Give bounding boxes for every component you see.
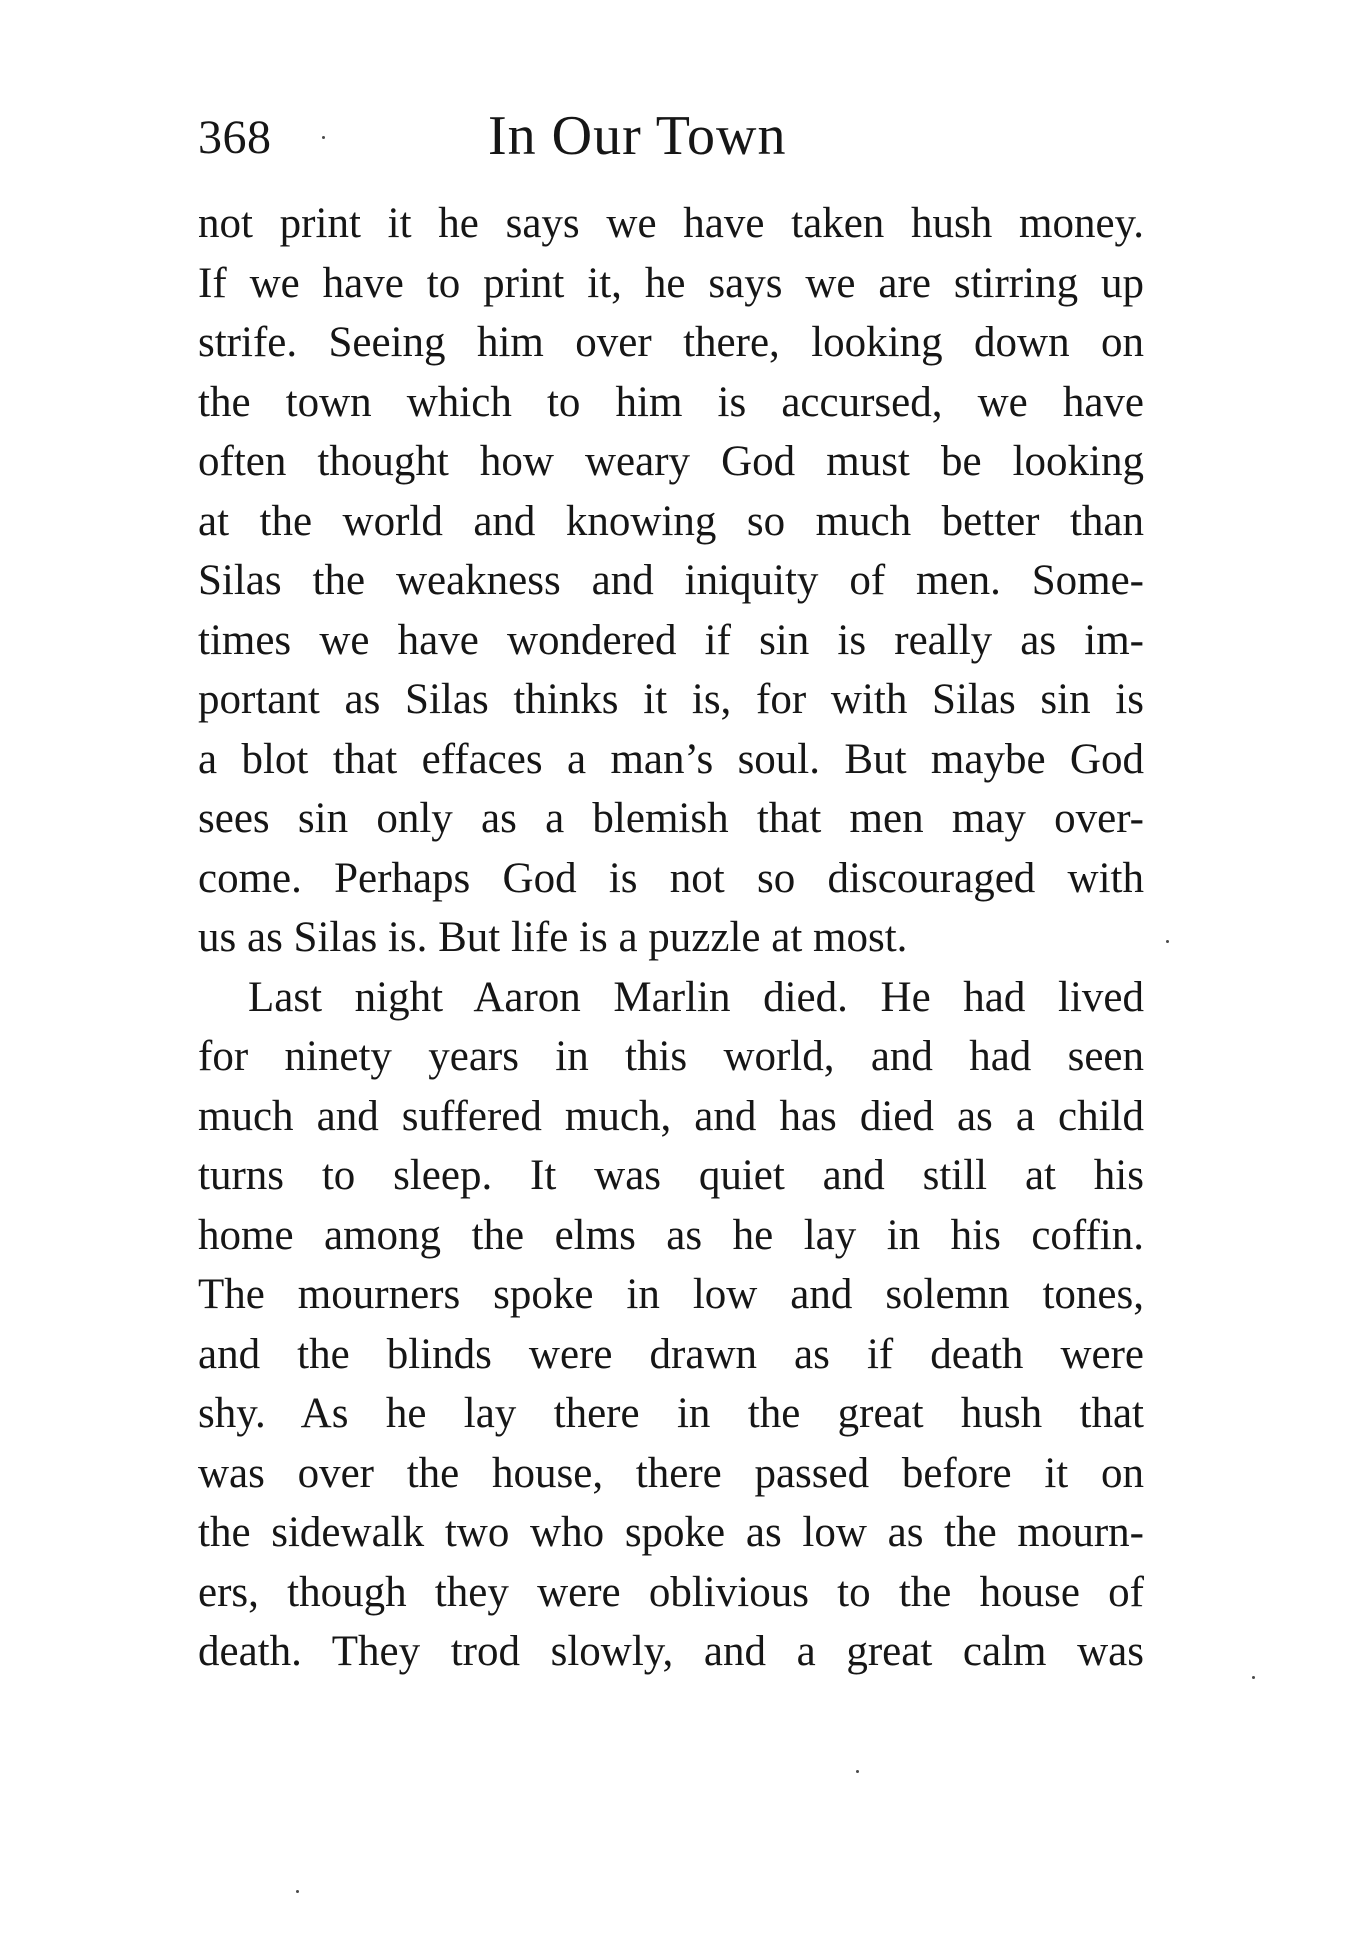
text-line: a blot that effaces a man’s soul. But maybe God — [198, 735, 1144, 783]
text-line: the town which to him is accursed, we have — [198, 378, 1144, 426]
text-line: turns to sleep. It was quiet and still at his — [198, 1152, 1144, 1199]
text-line: Silas the weakness and iniquity of men. Some- — [198, 557, 1144, 604]
text-line: us as Silas is. But life is a puzzle at most. — [198, 914, 908, 961]
running-head — [198, 104, 1144, 176]
text-line: shy. As he lay there in the great hush that — [198, 1390, 1144, 1437]
text-line: The mourners spoke in low and solemn tones, — [198, 1271, 1144, 1318]
scan-speck — [856, 1770, 859, 1773]
text-line: often thought how weary God must be looking — [198, 438, 1144, 485]
paragraph-1 — [198, 194, 1144, 968]
scan-speck — [1252, 1676, 1255, 1679]
text-line: at the world and knowing so much better than — [198, 497, 1144, 545]
text-line: and the blinds were drawn as if death were — [198, 1330, 1144, 1378]
text-line: the sidewalk two who spoke as low as the mourn- — [198, 1509, 1144, 1556]
text-line: death. They trod slowly, and a great calm was — [198, 1628, 1144, 1675]
text-line: ers, though they were oblivious to the house of — [198, 1568, 1144, 1616]
text-line: Last night Aaron Marlin died. He had lived — [248, 973, 1144, 1021]
paragraph-2 — [198, 968, 1144, 1682]
text-line: was over the house, there passed before it on — [198, 1449, 1144, 1497]
text-line: sees sin only as a blemish that men may over- — [198, 795, 1144, 842]
text-line: much and suffered much, and has died as a child — [198, 1092, 1144, 1140]
text-line: If we have to print it, he says we are stirring up — [198, 259, 1144, 307]
text-line: strife. Seeing him over there, looking down on — [198, 319, 1144, 366]
scan-speck — [322, 136, 325, 139]
text-line: for ninety years in this world, and had seen — [198, 1033, 1144, 1080]
book-page — [198, 104, 1144, 1682]
body-text — [198, 194, 1144, 1682]
running-title: In Our Town — [488, 105, 787, 167]
text-line: times we have wondered if sin is really as im- — [198, 616, 1144, 664]
text-line: come. Perhaps God is not so discouraged with — [198, 854, 1144, 902]
text-line: home among the elms as he lay in his coffin. — [198, 1211, 1144, 1259]
text-line: portant as Silas thinks it is, for with Silas sin is — [198, 676, 1144, 723]
scan-speck — [296, 1890, 299, 1893]
page-number: 368 — [198, 111, 272, 164]
text-line: not print it he says we have taken hush money. — [198, 200, 1144, 247]
scan-speck — [1166, 940, 1169, 943]
